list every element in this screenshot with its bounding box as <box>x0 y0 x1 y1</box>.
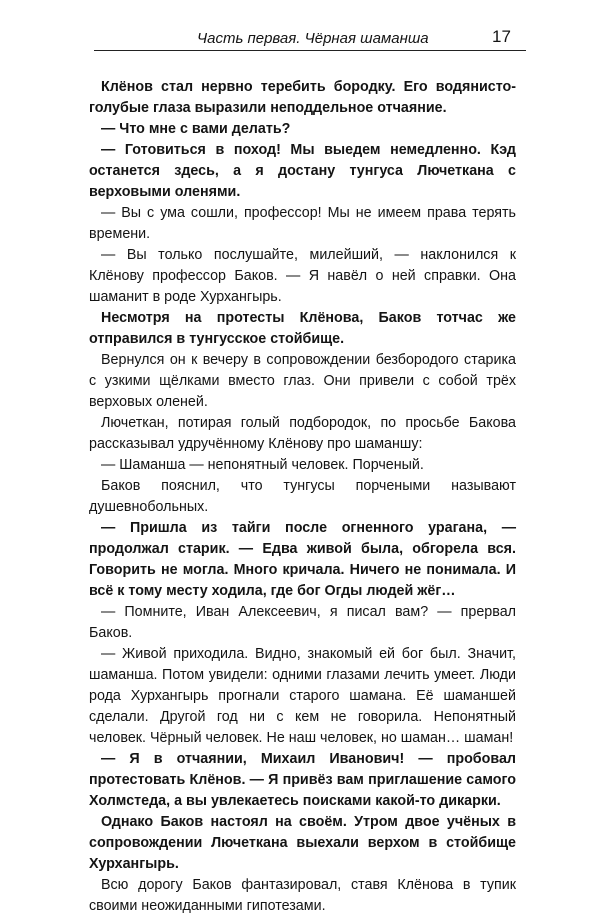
paragraph: — Помните, Иван Алексеевич, я писал вам? — прервал Баков. <box>89 604 516 641</box>
page-number: 17 <box>492 27 511 46</box>
paragraph: Несмотря на протесты Клёнова, Баков тотчас же отправился в тунгусское стойбище. <box>89 310 516 347</box>
paragraph: — Пришла из тайги после огненного урагана, — продолжал старик. — Едва живой была, обгорела вся. Говорить не могла. Много кричала. Ничего не понимала. И всё к тому месту ходила, где бог Огды людей жёг… <box>89 520 516 599</box>
body-text <box>89 77 516 917</box>
paragraph: Баков пояснил, что тунгусы порчеными называют душевнобольных. <box>89 478 516 515</box>
paragraph: Лючеткан, потирая голый подбородок, по просьбе Бакова рассказывал удручённому Клёнову про шаманшу: <box>89 415 516 452</box>
header-rule <box>94 50 526 51</box>
paragraph: — Шаманша — непонятный человек. Порченый. <box>101 457 424 473</box>
paragraph: Однако Баков настоял на своём. Утром двое учёных в сопровождении Лючеткана выехали верхом в стойбище Хурхангырь. <box>89 814 516 872</box>
paragraph: — Что мне с вами делать? <box>101 121 291 137</box>
paragraph: — Вы только послушайте, милейший, — наклонился к Клёнову профессор Баков. — Я навёл о ней справки. Она шаманит в роде Хурхангырь. <box>89 247 516 305</box>
paragraph: Вернулся он к вечеру в сопровождении безбородого старика с узкими щёлками вместо глаз. Они привели с собой трёх верховых оленей. <box>89 352 516 410</box>
paragraph: Всю дорогу Баков фантазировал, ставя Клёнова в тупик своими неожиданными гипотезами. <box>89 877 516 914</box>
paragraph: — Готовиться в поход! Мы выедем немедленно. Кэд останется здесь, а я достану тунгуса Лючеткана с верховыми оленями. <box>89 142 516 200</box>
paragraph: — Вы с ума сошли, профессор! Мы не имеем права терять времени. <box>89 205 516 242</box>
paragraph: Клёнов стал нервно теребить бородку. Его водянисто-голубые глаза выразили неподдельное отчаяние. <box>89 79 516 116</box>
running-title: Часть первая. Чёрная шаманша <box>197 30 429 47</box>
paragraph: — Я в отчаянии, Михаил Иванович! — пробовал протестовать Клёнов. — Я привёз вам приглашение самого Холмстеда, а вы увлекаетесь поисками какой-то дикарки. <box>89 751 516 809</box>
paragraph: — Живой приходила. Видно, знакомый ей бог был. Значит, шаманша. Потом увидели: одними глазами лечить умеет. Люди рода Хурхангырь прогнали старого шамана. Её шаманшей сделали. Другой год ни с кем не говорила. Непонятный человек. Чёрный человек. Не наш человек, но шаман… шаман! <box>89 646 516 746</box>
page-header <box>0 0 600 50</box>
